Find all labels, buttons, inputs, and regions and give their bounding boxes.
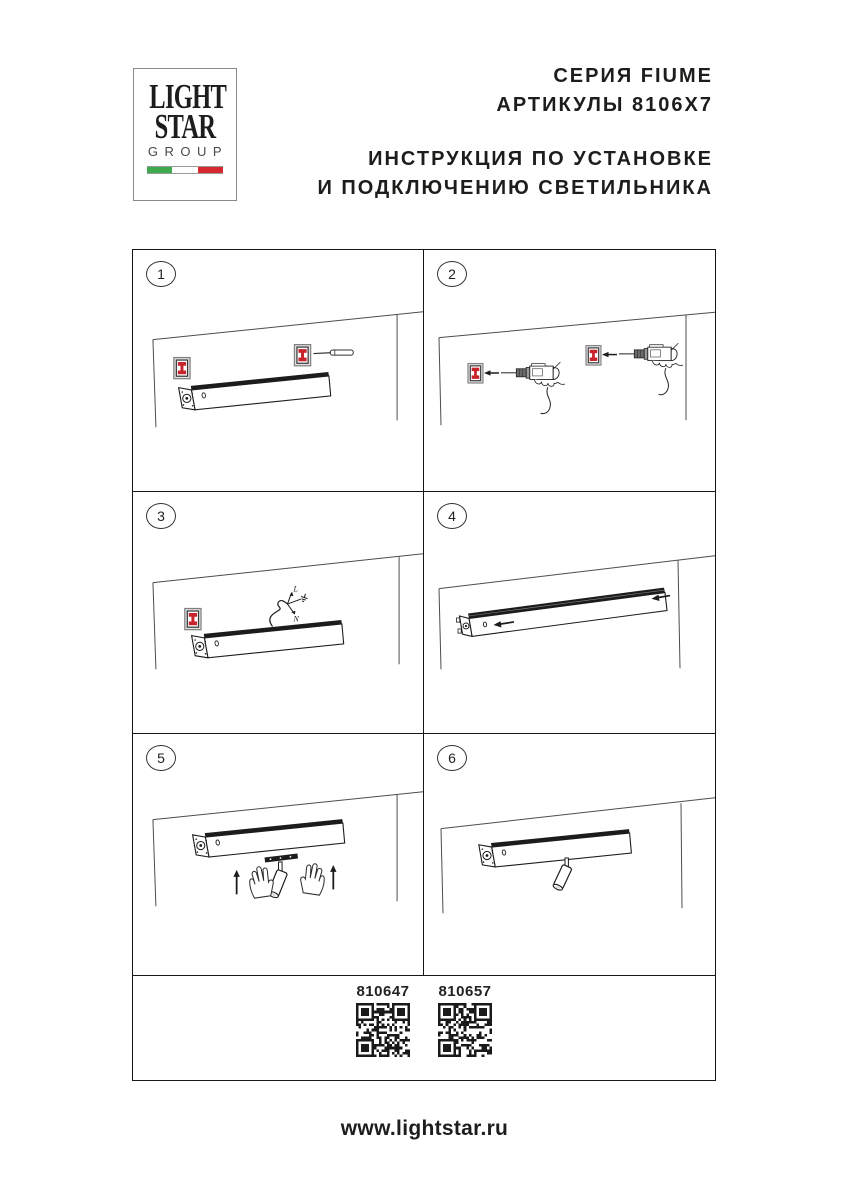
step1-illustration [133,250,423,491]
arrow-up-icon [233,870,239,894]
header [317,62,713,203]
logo-word-light: LIGHT [149,77,227,116]
mounting-bracket [294,345,310,366]
flag-white-stripe [172,167,197,173]
step-panel-6 [424,734,715,976]
step-panel-2 [424,250,715,492]
mounting-bracket [174,358,190,379]
screwdriver-icon [313,350,353,355]
instruction-title-line2: И ПОДКЛЮЧЕНИЮ СВЕТИЛЬНИКА [317,177,713,199]
series-title: СЕРИЯ FIUME [553,65,713,87]
arrow-left-icon [484,370,499,375]
spotlight-head [552,858,572,891]
mounting-bracket [185,609,201,630]
earth-symbol-icon [300,593,309,603]
articles-title: АРТИКУЛЫ 8106X7 [496,94,713,116]
step-number-badge: 4 [437,503,467,529]
wire-label-l: L [293,584,298,594]
hand-icon [247,865,276,899]
light-fixture-bar [479,829,632,867]
article-number: 810657 [438,983,492,1000]
arrow-up-icon [330,865,336,889]
step-number-badge: 5 [146,745,176,771]
logo-word-group: GROUP [147,144,229,159]
hand-icon [298,862,327,896]
article-number: 810647 [356,983,410,1000]
step-number-badge: 6 [437,745,467,771]
flag-green-stripe [147,167,172,173]
light-fixture-bar [179,372,331,410]
step-panel-1 [133,250,424,492]
qr-code [438,1003,492,1057]
mounting-bracket [468,364,483,383]
power-wire [270,585,309,627]
step3-illustration [133,492,423,733]
step-number-badge: 3 [146,503,176,529]
step-panel-3 [133,492,424,734]
steps-grid [132,249,716,1081]
mounting-bracket [586,346,601,365]
logo-word-star: STAR [154,107,216,146]
instruction-title-line1: ИНСТРУКЦИЯ ПО УСТАНОВКЕ [368,148,713,170]
step4-illustration [424,492,715,733]
step2-illustration [424,250,715,491]
italian-flag-icon [147,166,223,174]
light-fixture-bar [193,819,345,857]
light-fixture-bar-long [457,588,668,637]
step-number-badge: 1 [146,261,176,287]
drill-icon [619,343,683,395]
footer-url: www.lightstar.ru [340,1117,509,1140]
step-panel-5 [133,734,424,976]
step-number-badge: 2 [437,261,467,287]
step5-illustration [133,734,423,975]
flag-red-stripe [198,167,223,173]
arrow-left-icon [602,352,617,357]
light-fixture-bar [192,620,344,658]
drill-icon [501,362,565,414]
qr-code [356,1003,410,1057]
qr-block [436,983,494,1057]
step6-illustration [424,734,715,975]
lightstar-logo [133,68,237,201]
step-panel-4 [424,492,715,734]
qr-strip [133,976,715,1080]
qr-block [354,983,412,1057]
wire-label-n: N [293,614,299,624]
header-gap [317,120,713,145]
